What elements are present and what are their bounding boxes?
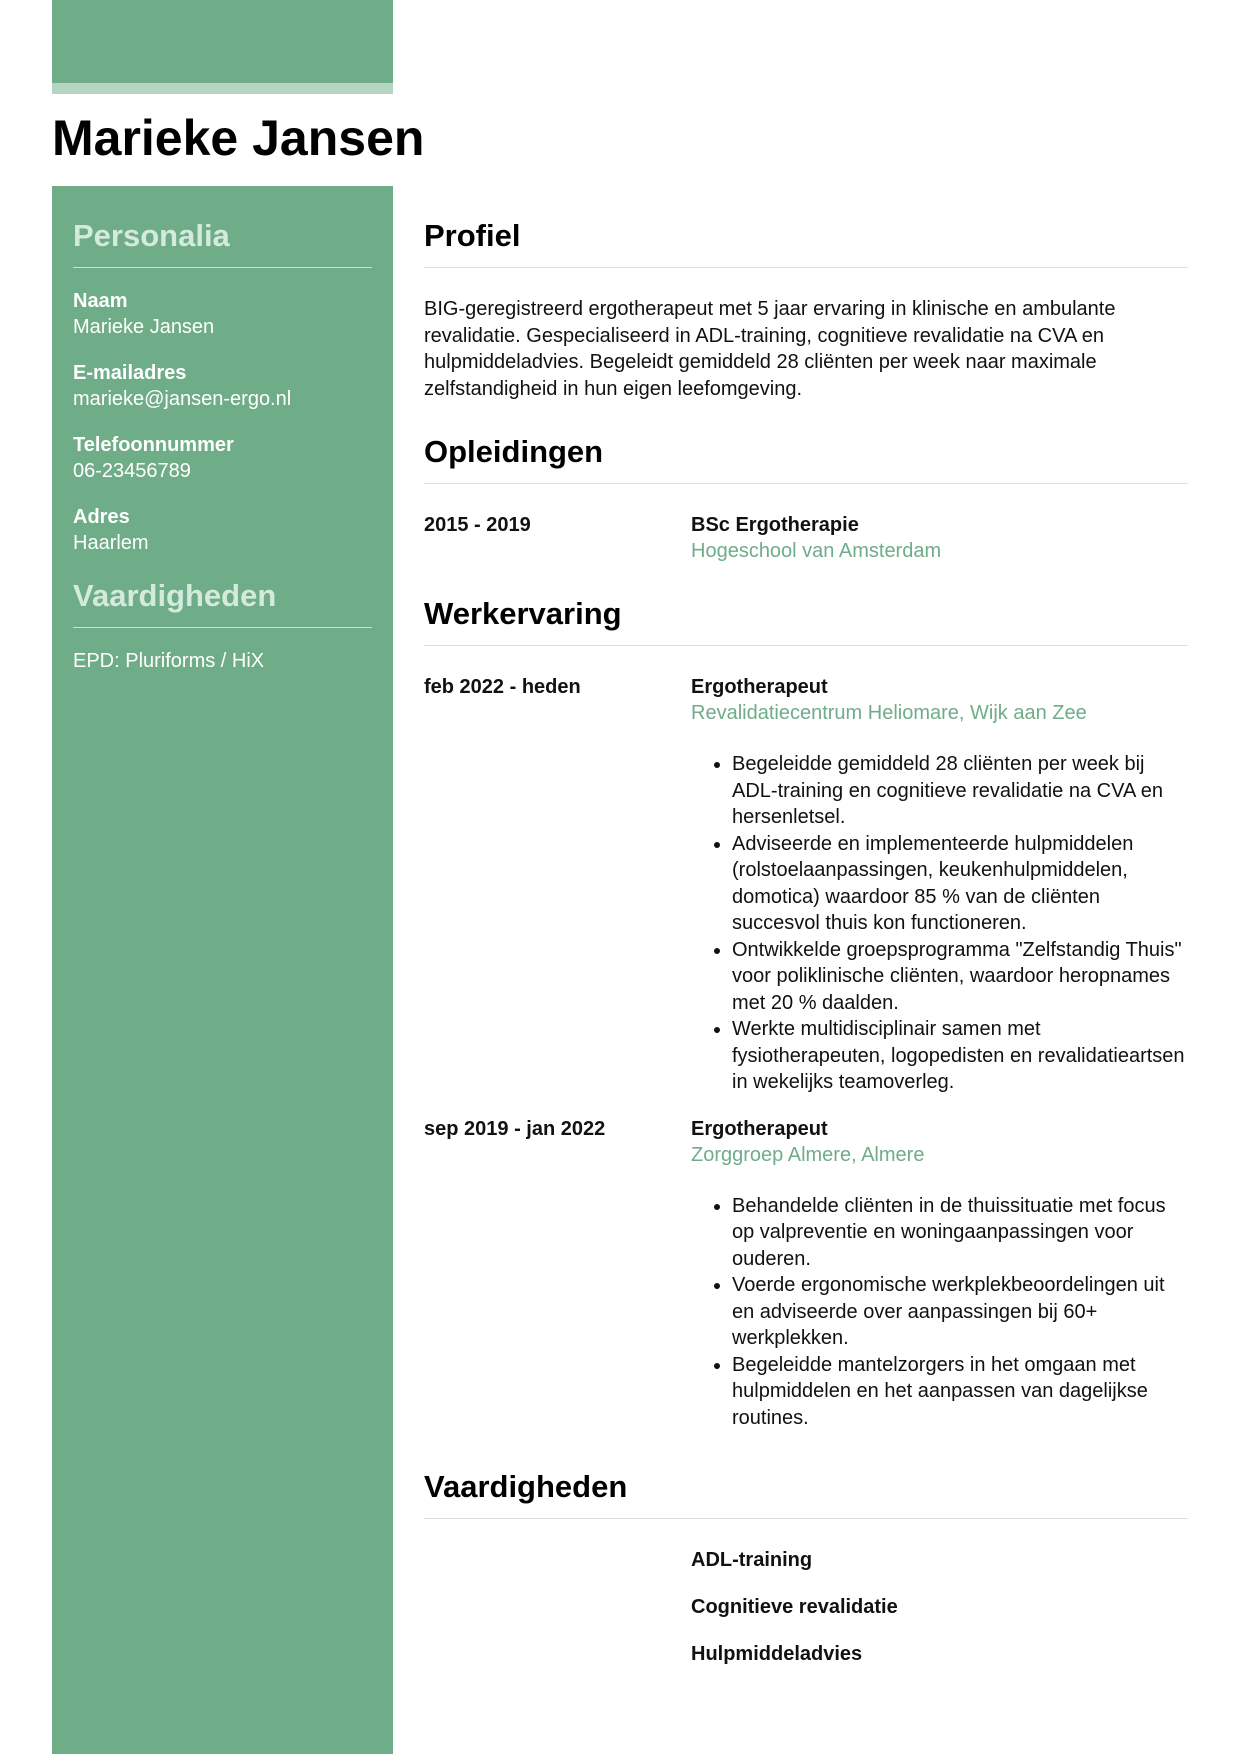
list-item: • Begeleidde mantelzorgers in het omgaan met hulpmiddelen en het aanpassen van dagelijkse routines. [732, 1352, 1188, 1432]
header-accent-block [52, 0, 393, 83]
section-divider [424, 267, 1188, 268]
section-heading: Opleidingen [424, 434, 604, 469]
section-heading: Werkervaring [424, 596, 622, 631]
field-email [73, 360, 372, 412]
section-divider [424, 645, 1188, 646]
field-value: Haarlem [73, 532, 149, 554]
main-content [424, 186, 1188, 1688]
section-divider [424, 1518, 1188, 1519]
skill-item: Hulpmiddeladvies [691, 1643, 863, 1665]
field-phone [73, 432, 372, 484]
entry-date: 2015 - 2019 [424, 514, 531, 536]
skills-list [424, 1547, 1188, 1667]
field-value: Marieke Jansen [73, 316, 215, 338]
entry-body [691, 674, 1188, 1096]
section-divider [424, 483, 1188, 484]
page-title: Marieke Jansen [52, 110, 425, 166]
list-item: • Werkte multidisciplinair samen met fysiotherapeuten, logopedisten en revalidatieartsen in wekelijks teamoverleg. [732, 1016, 1188, 1096]
entry-organization: Revalidatiecentrum Heliomare, Wijk aan Zee [691, 702, 1087, 724]
sidebar-divider [73, 267, 372, 268]
field-label: Telefoonnummer [73, 434, 234, 456]
section-heading: Vaardigheden [424, 1469, 628, 1504]
field-name [73, 288, 372, 340]
profile-text: BIG-geregistreerd ergotherapeut met 5 jaar ervaring in klinische en ambulante revalidatie. Gespecialiseerd in ADL-training, cognitieve revalidatie na CVA en hulpmiddeladvies. Begeleidt gemiddeld 28 cliënten per week naar maximale zelfstandigheid in hun eigen leefomgeving. [424, 298, 1116, 400]
experience-section [424, 594, 1188, 1431]
personalia-heading: Personalia [73, 218, 230, 253]
field-label: E-mailadres [73, 362, 187, 384]
bullet-list [691, 751, 1188, 1096]
header-accent-stripe [52, 83, 393, 94]
entry-date: feb 2022 - heden [424, 676, 581, 698]
sidebar-skills-heading: Vaardigheden [73, 578, 277, 613]
entry-body [691, 512, 1188, 564]
skill-item: ADL-training [691, 1549, 813, 1571]
entry-title: Ergotherapeut [691, 1117, 828, 1140]
entry-date: sep 2019 - jan 2022 [424, 1117, 606, 1140]
list-item: • Begeleidde gemiddeld 28 cliënten per week bij ADL-training en cognitieve revalidatie na CVA en hersenletsel. [732, 751, 1188, 831]
entry-body [691, 1116, 1188, 1432]
field-value: 06-23456789 [73, 460, 191, 482]
entry-title: BSc Ergotherapie [691, 514, 859, 536]
entry-title: Ergotherapeut [691, 676, 828, 698]
skill-item: Cognitieve revalidatie [691, 1596, 898, 1618]
experience-entry [424, 674, 1188, 1096]
experience-entry [424, 1116, 1188, 1432]
skills-section [424, 1467, 1188, 1667]
list-item: • Adviseerde en implementeerde hulpmiddelen (rolstoelaanpassingen, keukenhulpmiddelen, domotica) waardoor 85 % van de cliënten succesvol thuis kon functioneren. [732, 831, 1188, 937]
sidebar [52, 186, 393, 1754]
profile-section [424, 216, 1188, 402]
sidebar-divider [73, 627, 372, 628]
sidebar-skill-item: EPD: Pluriforms / HiX [73, 650, 265, 672]
field-label: Adres [73, 506, 130, 528]
education-section [424, 432, 1188, 564]
education-entry [424, 512, 1188, 564]
entry-organization: Hogeschool van Amsterdam [691, 540, 942, 562]
field-address [73, 504, 372, 556]
list-item: • Ontwikkelde groepsprogramma "Zelfstandig Thuis" voor poliklinische cliënten, waardoor heropnames met 20 % daalden. [732, 937, 1188, 1017]
list-item: • Behandelde cliënten in de thuissituatie met focus op valpreventie en woningaanpassingen voor ouderen. [732, 1193, 1188, 1273]
field-value: marieke@jansen-ergo.nl [73, 388, 292, 410]
bullet-list [691, 1193, 1188, 1432]
entry-organization: Zorggroep Almere, Almere [691, 1143, 925, 1166]
field-label: Naam [73, 290, 128, 312]
section-heading: Profiel [424, 218, 521, 253]
list-item: • Voerde ergonomische werkplekbeoordelingen uit en adviseerde over aanpassingen bij 60+ werkplekken. [732, 1272, 1188, 1352]
